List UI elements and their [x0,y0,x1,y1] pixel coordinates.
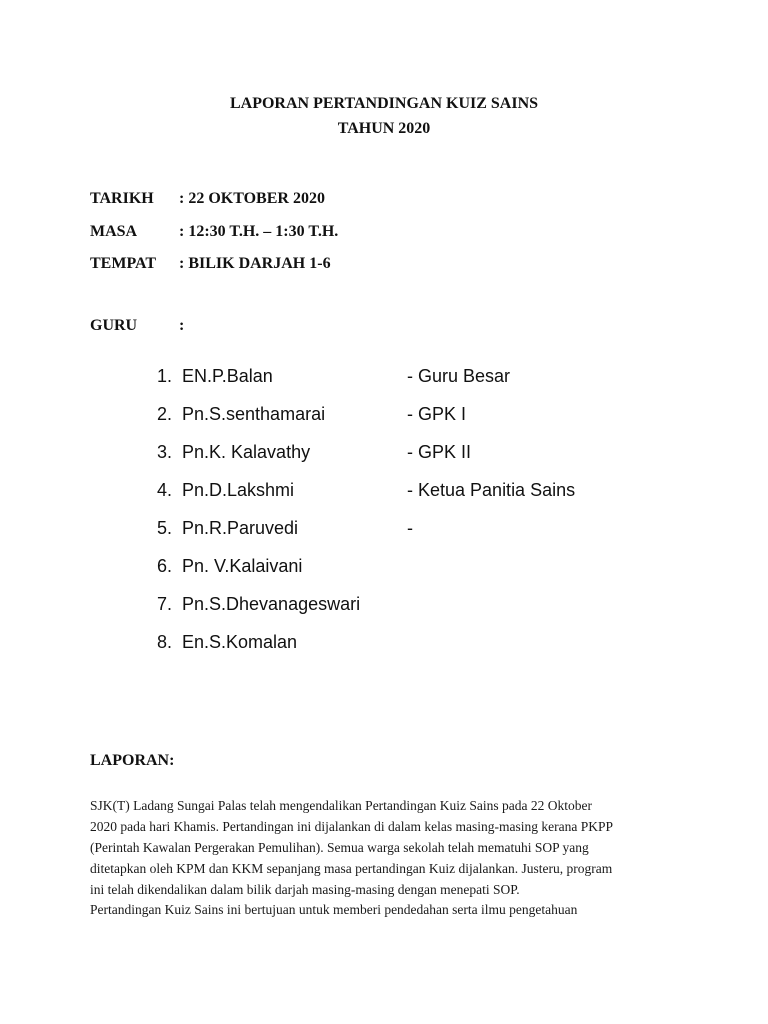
info-row-tarikh [90,189,325,209]
guru-label: GURU [90,317,138,334]
teacher-item [157,631,297,653]
tempat-value: : BILIK DARJAH 1-6 [179,255,331,272]
teacher-number: 7. [157,594,173,614]
teacher-number: 3. [157,442,173,462]
teacher-number: 1. [157,366,173,386]
info-row-tempat [90,254,331,274]
teacher-number: 8. [157,632,173,652]
teacher-number: 2. [157,404,173,424]
document-subtitle-year: TAHUN 2020 [337,120,431,137]
laporan-heading: LAPORAN: [90,752,175,769]
masa-label: MASA [90,223,138,240]
teacher-number: 4. [157,480,173,500]
paragraph-line: SJK(T) Ladang Sungai Palas telah mengendalikan Pertandingan Kuiz Sains pada 22 Oktober [90,798,593,813]
teacher-role: - GPK II [407,442,472,462]
document-title: LAPORAN PERTANDINGAN KUIZ SAINS [229,95,539,112]
teacher-role: - Guru Besar [407,366,511,386]
teacher-number: 5. [157,518,173,538]
teacher-name: Pn.R.Paruvedi [182,518,299,538]
guru-value: : [179,317,185,334]
teacher-item [157,365,511,387]
tarikh-value: : 22 OKTOBER 2020 [179,190,325,207]
teacher-role: - [407,518,413,538]
paragraph-line: Pertandingan Kuiz Sains ini bertujuan untuk memberi pendedahan serta ilmu pengetahuan [90,902,578,917]
paragraph-line: 2020 pada hari Khamis. Pertandingan ini dijalankan di dalam kelas masing-masing kerana PKPP [90,819,614,834]
teacher-name: Pn.K. Kalavathy [182,442,311,462]
teacher-name: En.S.Komalan [182,632,298,652]
teacher-item [157,403,467,425]
tempat-label: TEMPAT [90,255,157,272]
paragraph-line: ini telah dikendalikan dalam bilik darjah masing-masing dengan menepati SOP. [90,882,520,897]
teacher-role: - Ketua Panitia Sains [407,480,576,500]
tarikh-label: TARIKH [90,190,154,207]
teacher-item [157,517,413,539]
teacher-name: EN.P.Balan [182,366,273,386]
info-row-guru [90,316,184,336]
teacher-name: Pn. V.Kalaivani [182,556,303,576]
teacher-number: 6. [157,556,173,576]
teacher-item [157,441,472,463]
teacher-role: - GPK I [407,404,467,424]
paragraph-line: ditetapkan oleh KPM dan KKM sepanjang masa pertandingan Kuiz dijalankan. Justeru, program [90,861,613,876]
teacher-name: Pn.D.Lakshmi [182,480,295,500]
masa-value: : 12:30 T.H. – 1:30 T.H. [179,223,339,240]
teacher-item [157,555,302,577]
info-row-masa [90,222,338,242]
teacher-name: Pn.S.senthamarai [182,404,326,424]
teacher-name: Pn.S.Dhevanageswari [182,594,361,614]
teacher-item [157,593,360,615]
paragraph-line: (Perintah Kawalan Pergerakan Pemulihan). Semua warga sekolah telah mematuhi SOP yang [90,840,589,855]
teacher-item [157,479,576,501]
